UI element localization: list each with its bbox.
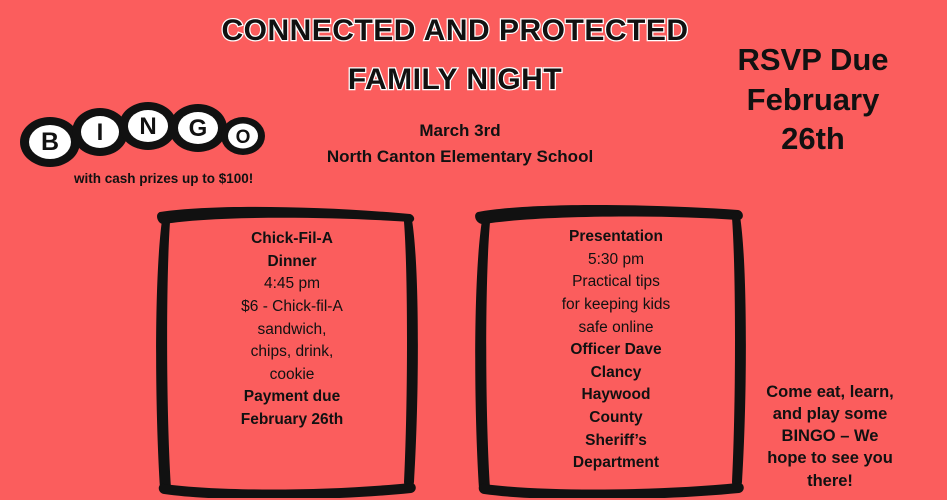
event-location: North Canton Elementary School: [326, 146, 594, 166]
page-title: [170, 14, 740, 97]
dinner-detail-1: $6 - Chick-fil-A: [241, 297, 343, 315]
closing-note-line-4: hope to see you: [767, 449, 893, 468]
dinner-subtitle: Dinner: [267, 252, 317, 270]
dinner-detail-3: chips, drink,: [250, 343, 334, 361]
rsvp-line-2: February: [746, 81, 880, 117]
closing-note-line-3: BINGO – We: [781, 427, 879, 446]
dinner-detail-4: cookie: [269, 365, 315, 383]
event-date: March 3rd: [419, 121, 501, 140]
bingo-ball-g: [169, 104, 227, 152]
bingo-ball-b: [20, 117, 80, 167]
presentation-detail-2: for keeping kids: [561, 295, 671, 313]
dinner-detail-2: sandwich,: [257, 320, 327, 338]
rsvp-notice: [703, 40, 923, 159]
presentation-detail-3: safe online: [578, 318, 654, 336]
speaker-line-1: Officer Dave: [570, 341, 662, 359]
speaker-line-6: Department: [572, 454, 660, 472]
svg-text:B: B: [40, 128, 60, 156]
payment-line-1: Payment due: [243, 388, 341, 406]
svg-text:G: G: [188, 115, 208, 142]
event-subheading: [200, 118, 720, 169]
bingo-ball-o: [221, 117, 265, 155]
speaker-line-4: County: [589, 409, 643, 426]
speaker-line-3: Haywood: [581, 386, 651, 404]
dinner-info-text: [142, 228, 442, 432]
closing-note-line-5: there!: [807, 471, 853, 490]
presentation-info-box: [462, 198, 770, 498]
speaker-line-2: Clancy: [590, 363, 642, 381]
payment-line-2: February 26th: [240, 411, 344, 428]
dinner-time: 4:45 pm: [263, 275, 320, 293]
svg-text:I: I: [96, 119, 104, 146]
bingo-ball-i: [72, 108, 128, 156]
headline-line-1: CONNECTED AND PROTECTED: [221, 14, 689, 47]
presentation-time: 5:30 pm: [587, 250, 644, 268]
dinner-title: Chick-Fil-A: [251, 230, 333, 247]
bingo-logo: [18, 98, 266, 170]
closing-note-line-2: and play some: [772, 404, 888, 423]
bingo-ball-n: [119, 102, 177, 150]
dinner-info-box: [142, 200, 442, 498]
presentation-detail-1: Practical tips: [572, 273, 660, 291]
bingo-tagline: with cash prizes up to $100!: [74, 171, 254, 186]
svg-text:N: N: [139, 113, 157, 140]
svg-text:O: O: [235, 127, 251, 148]
presentation-title: Presentation: [569, 228, 663, 245]
speaker-line-5: Sheriff’s: [585, 431, 647, 449]
headline-line-2: FAMILY NIGHT: [347, 62, 563, 96]
rsvp-line-3: 26th: [781, 121, 845, 157]
closing-note: [735, 381, 925, 492]
presentation-info-text: [462, 226, 770, 475]
rsvp-line-1: RSVP Due: [737, 42, 889, 77]
closing-note-line-1: Come eat, learn,: [766, 382, 894, 401]
